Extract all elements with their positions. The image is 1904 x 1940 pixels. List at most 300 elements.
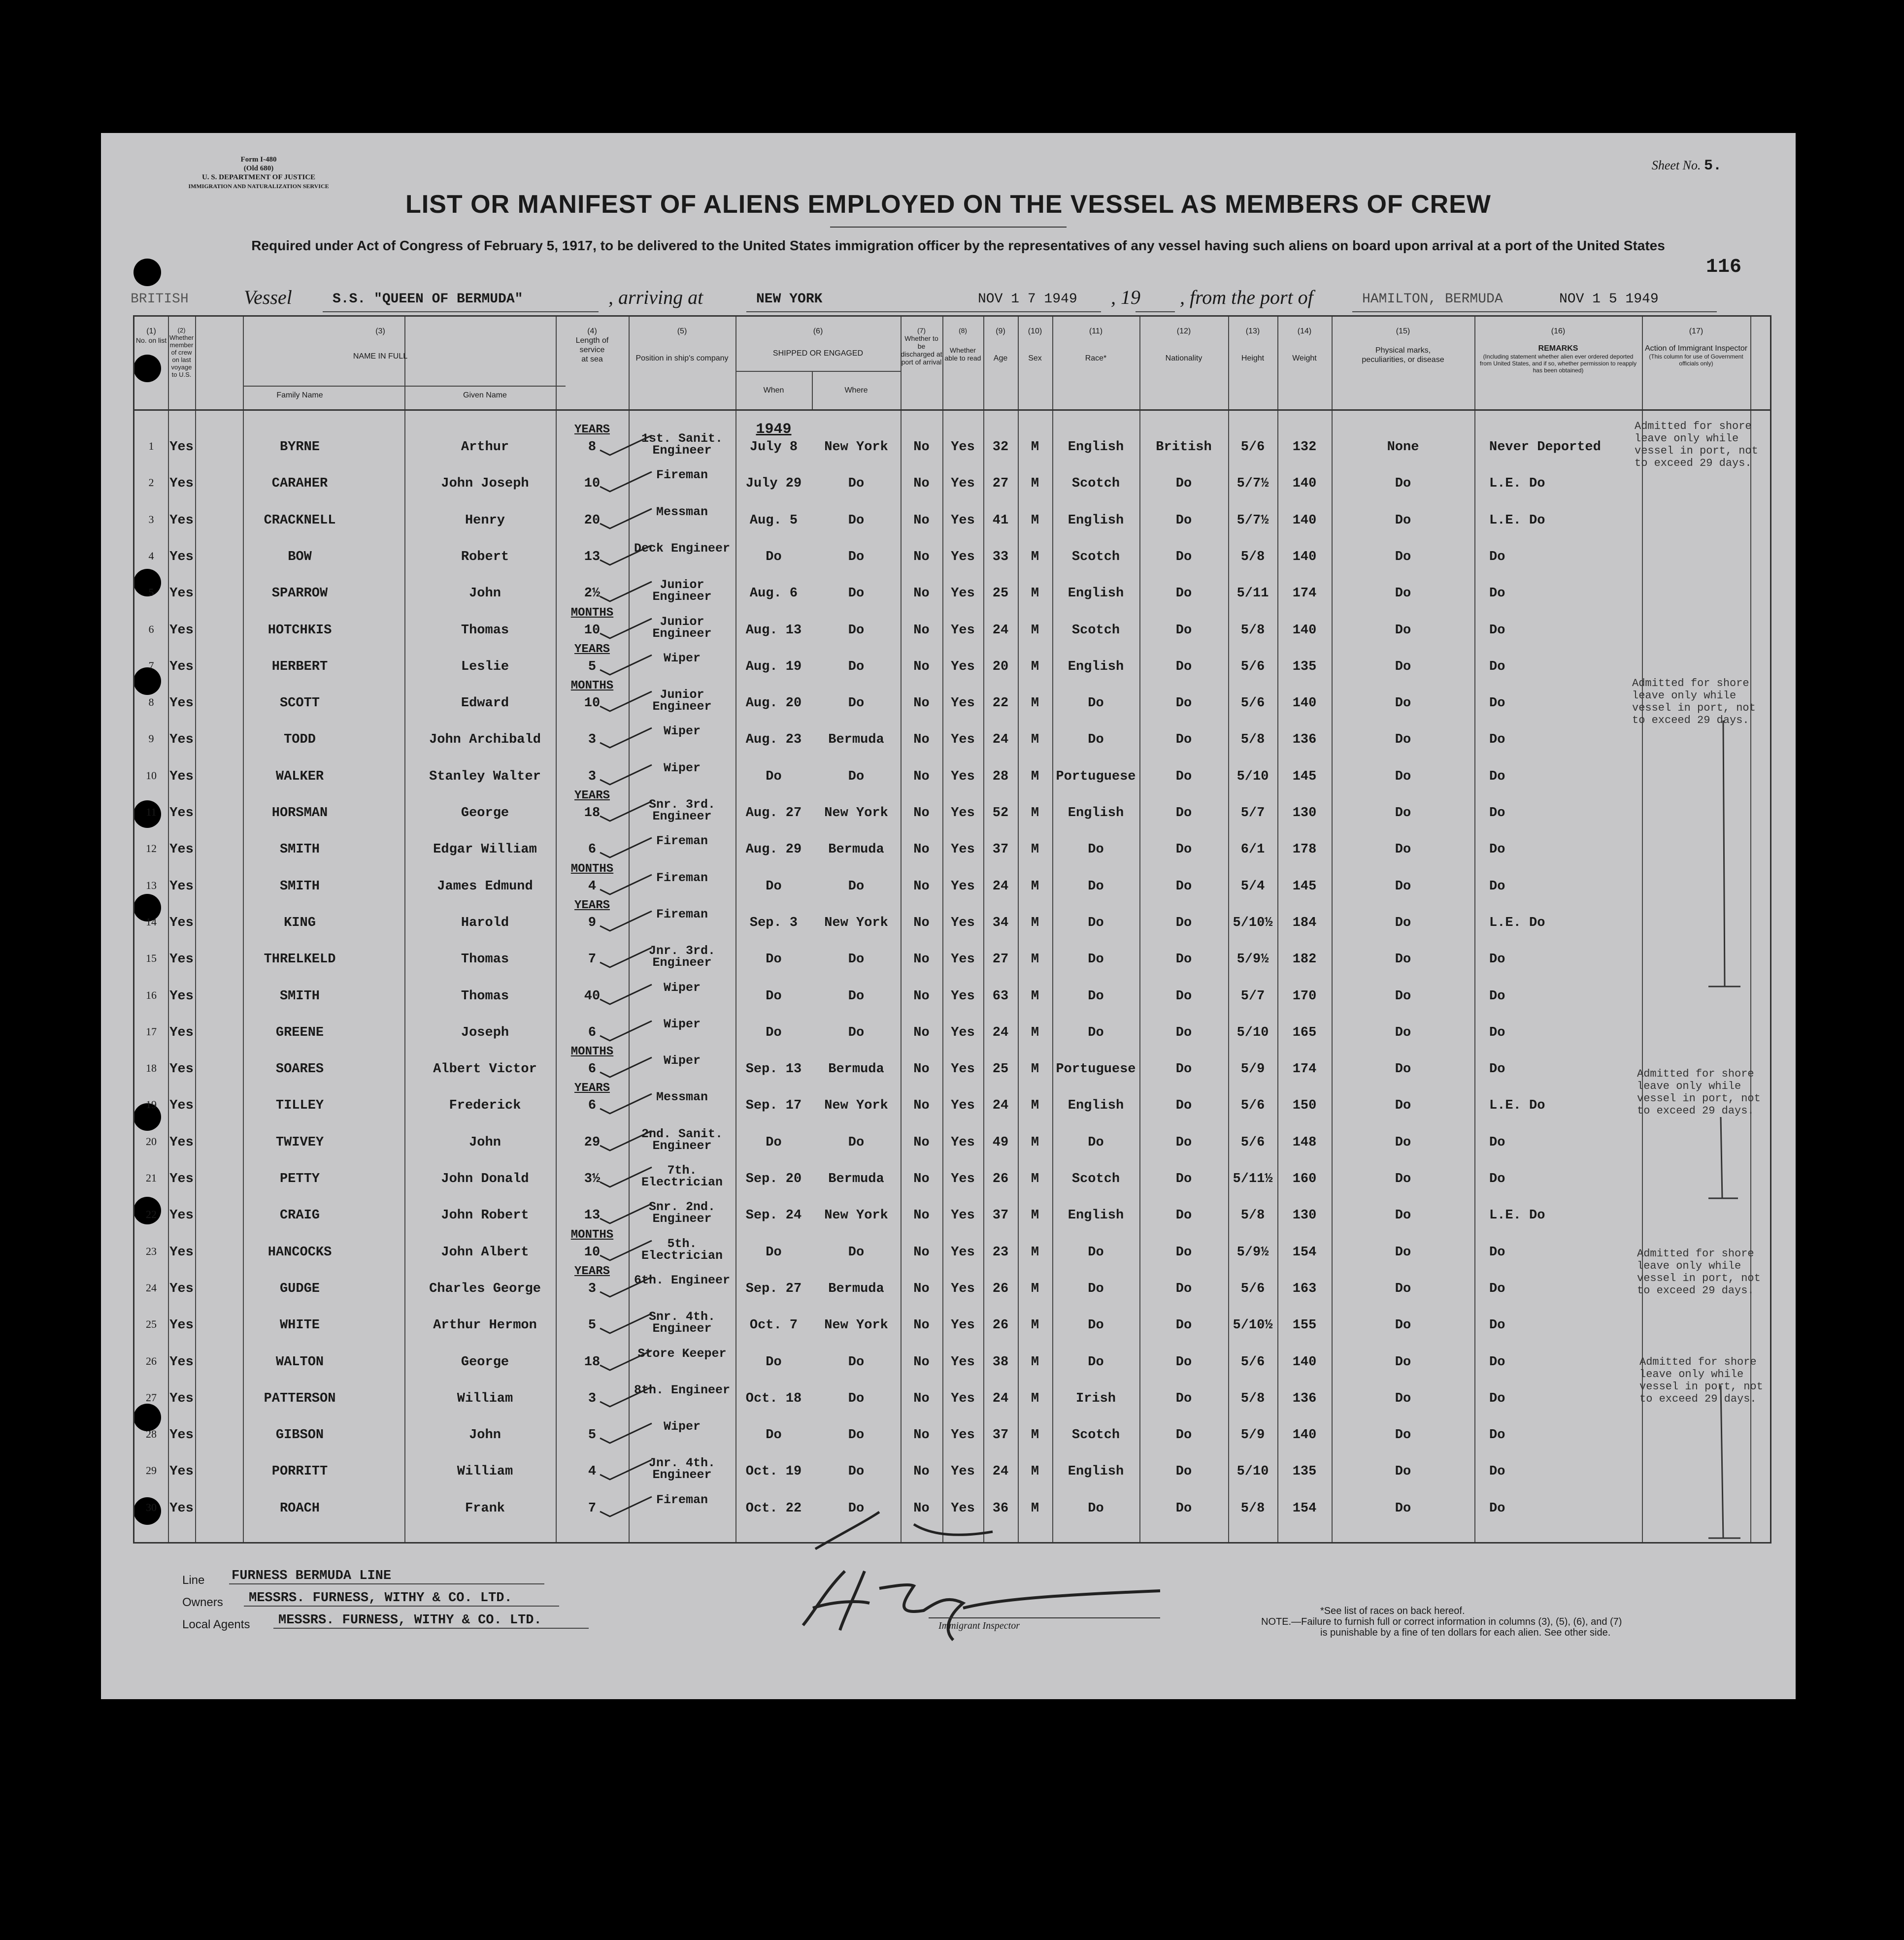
physical-marks: Do (1395, 623, 1411, 638)
engaged-when: Aug. 5 (749, 513, 798, 528)
family-name: HERBERT (271, 659, 328, 674)
height: 5/9 (1240, 1428, 1265, 1443)
given-name: George (461, 806, 509, 821)
row-number: 21 (146, 1172, 157, 1184)
race: English (1068, 513, 1124, 528)
inspector-note: Admitted for shore leave only while vessel in port, not to exceed 29 days. (1635, 420, 1758, 469)
weight: 140 (1292, 1428, 1317, 1443)
col-header-8: (8) Whether able to read (944, 327, 981, 362)
weight: 132 (1292, 440, 1317, 455)
underline (323, 311, 599, 312)
family-name: SOARES (275, 1062, 324, 1077)
footnote-races: *See list of races on back hereof. (1320, 1606, 1465, 1616)
position: Wiper (663, 1053, 701, 1068)
last-voyage: Yes (169, 696, 194, 711)
nationality: Do (1175, 1464, 1192, 1480)
footnote-penalty: NOTE.—Failure to furnish full or correct information in columns (3), (5), (6), and (7) (1261, 1616, 1622, 1627)
weight: 174 (1292, 1062, 1317, 1077)
last-voyage: Yes (169, 1025, 194, 1040)
age: 34 (992, 915, 1009, 930)
race: English (1068, 1464, 1124, 1480)
last-voyage: Yes (169, 988, 194, 1004)
remarks: Do (1489, 1025, 1505, 1040)
service-length: 3 (588, 769, 597, 784)
race: Portuguese (1056, 1062, 1136, 1077)
engaged-where: Do (848, 513, 865, 528)
service-length: 9 (588, 915, 597, 930)
given-name: Thomas (461, 988, 509, 1004)
check-icon (598, 1311, 657, 1336)
race: Do (1088, 1354, 1104, 1370)
position: Snr. 2nd. Engineer (648, 1200, 716, 1226)
sex: M (1031, 1354, 1039, 1370)
weight: 160 (1292, 1172, 1317, 1186)
height: 5/11 (1236, 586, 1269, 601)
sheet-label: Sheet No. (1651, 158, 1701, 172)
given-name: Arthur Hermon (433, 1318, 537, 1333)
last-voyage: Yes (169, 1501, 194, 1516)
remarks: Do (1489, 1464, 1505, 1480)
underline (1352, 311, 1717, 312)
position: Wiper (663, 1017, 701, 1031)
discharged: No (913, 1428, 930, 1443)
age: 26 (992, 1172, 1009, 1186)
service-length: 18 (584, 1354, 601, 1370)
underline (273, 1628, 589, 1629)
able-to-read: Yes (951, 1354, 975, 1370)
check-icon (598, 725, 657, 750)
family-name: WHITE (279, 1318, 320, 1333)
given-name: John (469, 586, 501, 601)
weight: 135 (1292, 1464, 1317, 1480)
sex: M (1031, 586, 1039, 601)
able-to-read: Yes (951, 1501, 975, 1516)
weight: 145 (1292, 769, 1317, 784)
last-voyage: Yes (169, 1098, 194, 1114)
last-voyage: Yes (169, 659, 194, 674)
discharged: No (913, 1135, 930, 1150)
row-number: 25 (146, 1318, 157, 1331)
discharged: No (913, 513, 930, 528)
manifest-page (101, 133, 1796, 1699)
engaged-where: Do (848, 659, 865, 674)
weight: 174 (1292, 586, 1317, 601)
engaged-when: Sep. 27 (745, 1281, 802, 1296)
able-to-read: Yes (951, 806, 975, 821)
discharged: No (913, 1464, 930, 1480)
nationality: Do (1175, 1354, 1192, 1370)
discharged: No (913, 732, 930, 748)
weight: 145 (1292, 879, 1317, 894)
weight: 154 (1292, 1245, 1317, 1260)
position: 6th. Engineer (634, 1273, 731, 1287)
service-unit: YEARS (574, 898, 610, 912)
owners-value: MESSRS. FURNESS, WITHY & CO. LTD. (249, 1591, 512, 1606)
position: 8th. Engineer (634, 1382, 731, 1397)
nationality: Do (1175, 1281, 1192, 1296)
vessel-flag: BRITISH (131, 292, 189, 307)
able-to-read: Yes (951, 1025, 975, 1040)
nationality: Do (1175, 1135, 1192, 1150)
able-to-read: Yes (951, 1208, 975, 1223)
last-voyage: Yes (169, 806, 194, 821)
last-voyage: Yes (169, 1281, 194, 1296)
position: Wiper (663, 1419, 701, 1434)
engaged-where: Do (848, 1464, 865, 1480)
position: Fireman (656, 870, 708, 885)
family-name: THRELKELD (264, 952, 336, 967)
page-title: LIST OR MANIFEST OF ALIENS EMPLOYED ON THE VESSEL AS MEMBERS OF CREW (405, 190, 1491, 219)
nationality: Do (1175, 1208, 1192, 1223)
engaged-where: Bermuda (828, 1281, 884, 1296)
line-label: Line (182, 1574, 205, 1587)
row-number: 2 (148, 476, 154, 489)
physical-marks: None (1387, 440, 1419, 455)
race: Do (1088, 952, 1104, 967)
check-icon (598, 1165, 657, 1189)
race: Do (1088, 988, 1104, 1004)
discharged: No (913, 440, 930, 455)
family-name: PETTY (279, 1172, 320, 1186)
able-to-read: Yes (951, 1245, 975, 1260)
last-voyage: Yes (169, 952, 194, 967)
from-port: HAMILTON, BERMUDA (1362, 292, 1503, 307)
row-number: 5 (148, 586, 154, 599)
physical-marks: Do (1395, 1098, 1411, 1114)
service-length: 3 (588, 732, 597, 748)
physical-marks: Do (1395, 1172, 1411, 1186)
binder-hole (134, 259, 161, 286)
able-to-read: Yes (951, 1172, 975, 1186)
engaged-when: Sep. 3 (749, 915, 798, 930)
weight: 130 (1292, 806, 1317, 821)
race: English (1068, 586, 1124, 601)
underline (229, 1583, 544, 1584)
engaged-when: Aug. 19 (745, 659, 802, 674)
age: 36 (992, 1501, 1009, 1516)
remarks: Do (1489, 1062, 1505, 1077)
vessel-name: S.S. "QUEEN OF BERMUDA" (333, 292, 523, 307)
nationality: Do (1175, 586, 1192, 601)
given-name: Joseph (461, 1025, 509, 1040)
service-length: 13 (584, 549, 601, 564)
engaged-when: Do (766, 952, 782, 967)
family-name: KING (284, 915, 316, 930)
service-length: 20 (584, 513, 601, 528)
row-number: 6 (148, 623, 154, 635)
given-name: John Joseph (441, 476, 529, 492)
discharged: No (913, 1281, 930, 1296)
age: 37 (992, 842, 1009, 857)
physical-marks: Do (1395, 659, 1411, 674)
given-name: Thomas (461, 623, 509, 638)
vessel-label: Vessel (244, 286, 292, 308)
discharged: No (913, 1025, 930, 1040)
able-to-read: Yes (951, 769, 975, 784)
check-icon (598, 543, 657, 567)
position: Junior Engineer (652, 614, 712, 641)
remarks: Do (1489, 1172, 1505, 1186)
last-voyage: Yes (169, 1135, 194, 1150)
engaged-when: Do (766, 1354, 782, 1370)
race: Do (1088, 696, 1104, 711)
inspector-note: Admitted for shore leave only while vessel in port, not to exceed 29 days. (1639, 1356, 1763, 1405)
sex: M (1031, 1172, 1039, 1186)
physical-marks: Do (1395, 1391, 1411, 1406)
physical-marks: Do (1395, 1208, 1411, 1223)
service-length: 5 (588, 1318, 597, 1333)
family-name: TWIVEY (275, 1135, 324, 1150)
position: 2nd. Sanit. Engineer (641, 1126, 723, 1153)
nationality: Do (1175, 1025, 1192, 1040)
race: Irish (1075, 1391, 1116, 1406)
race: English (1068, 440, 1124, 455)
race: Do (1088, 915, 1104, 930)
physical-marks: Do (1395, 952, 1411, 967)
engaged-when: Oct. 18 (745, 1391, 802, 1406)
last-voyage: Yes (169, 549, 194, 564)
discharged: No (913, 476, 930, 492)
check-icon (598, 982, 657, 1007)
given-name: Frederick (449, 1098, 521, 1114)
able-to-read: Yes (951, 1464, 975, 1480)
engaged-when: Sep. 24 (745, 1208, 802, 1223)
col-header-3: (3) NAME IN FULL (353, 327, 408, 361)
underline (244, 1606, 559, 1607)
discharged: No (913, 952, 930, 967)
row-number: 15 (146, 952, 157, 965)
engaged-where: Do (848, 988, 865, 1004)
remarks: L.E. Do (1489, 1098, 1545, 1114)
able-to-read: Yes (951, 732, 975, 748)
engaged-when: Aug. 20 (745, 696, 802, 711)
inspector-label: Immigrant Inspector (938, 1620, 1020, 1631)
given-name: William (457, 1464, 513, 1480)
age: 24 (992, 1464, 1009, 1480)
discharged: No (913, 1354, 930, 1370)
height: 5/7 (1240, 806, 1265, 821)
remarks: Do (1489, 732, 1505, 748)
check-icon (598, 1348, 657, 1373)
height: 5/6 (1240, 1098, 1265, 1114)
given-name: James Edmund (437, 879, 533, 894)
year-marker: 1949 (756, 421, 792, 438)
height: 5/10 (1236, 769, 1269, 784)
position: Wiper (663, 980, 701, 995)
position: Wiper (663, 651, 701, 665)
check-icon (598, 945, 657, 970)
height: 5/8 (1240, 1208, 1265, 1223)
given-name: John (469, 1428, 501, 1443)
able-to-read: Yes (951, 879, 975, 894)
from-label: , from the port of (1180, 286, 1313, 308)
col-header-2: (2) Whether member of crew on last voyage to U.S. (169, 327, 194, 378)
sex: M (1031, 549, 1039, 564)
engaged-where: New York (824, 440, 888, 455)
weight: 184 (1292, 915, 1317, 930)
engaged-where: Bermuda (828, 732, 884, 748)
row-number: 24 (146, 1281, 157, 1294)
age: 26 (992, 1318, 1009, 1333)
remarks: Do (1489, 696, 1505, 711)
family-name: HORSMAN (271, 806, 328, 821)
weight: 182 (1292, 952, 1317, 967)
sex: M (1031, 1135, 1039, 1150)
row-number: 19 (146, 1098, 157, 1111)
age: 20 (992, 659, 1009, 674)
able-to-read: Yes (951, 1318, 975, 1333)
engaged-when: Aug. 6 (749, 586, 798, 601)
last-voyage: Yes (169, 513, 194, 528)
nationality: Do (1175, 476, 1192, 492)
weight: 178 (1292, 842, 1317, 857)
height: 5/8 (1240, 1501, 1265, 1516)
last-voyage: Yes (169, 1354, 194, 1370)
family-name: PATTERSON (264, 1391, 336, 1406)
family-name: ROACH (279, 1501, 320, 1516)
engaged-where: Do (848, 1391, 865, 1406)
inspector-note: Admitted for shore leave only while vessel in port, not to exceed 29 days. (1632, 677, 1756, 726)
weight: 140 (1292, 549, 1317, 564)
sex: M (1031, 1501, 1039, 1516)
family-name: TODD (284, 732, 316, 748)
check-icon (598, 1275, 657, 1299)
position: Jnr. 3rd. Engineer (648, 944, 716, 970)
sex: M (1031, 732, 1039, 748)
engaged-when: Do (766, 1245, 782, 1260)
discharged: No (913, 1208, 930, 1223)
remarks: Do (1489, 842, 1505, 857)
row-number: 3 (148, 513, 154, 526)
engaged-where: Do (848, 1245, 865, 1260)
family-name: SCOTT (279, 696, 320, 711)
nationality: Do (1175, 1428, 1192, 1443)
service-length: 5 (588, 1428, 597, 1443)
discharged: No (913, 879, 930, 894)
family-name: WALKER (275, 769, 324, 784)
remarks: Do (1489, 1318, 1505, 1333)
engaged-where: Do (848, 696, 865, 711)
nationality: Do (1175, 659, 1192, 674)
sex: M (1031, 806, 1039, 821)
row-number: 12 (146, 842, 157, 855)
able-to-read: Yes (951, 1391, 975, 1406)
given-name: George (461, 1354, 509, 1370)
physical-marks: Do (1395, 915, 1411, 930)
height: 5/8 (1240, 1391, 1265, 1406)
race: Do (1088, 1501, 1104, 1516)
weight: 148 (1292, 1135, 1317, 1150)
position: Snr. 3rd. Engineer (648, 797, 716, 823)
sheet-value: 5. (1704, 158, 1722, 174)
last-voyage: Yes (169, 440, 194, 455)
service-length: 3 (588, 1391, 597, 1406)
engaged-when: Sep. 20 (745, 1172, 802, 1186)
sex: M (1031, 1464, 1039, 1480)
row-number: 27 (146, 1391, 157, 1404)
able-to-read: Yes (951, 659, 975, 674)
position: Junior Engineer (652, 688, 712, 714)
nationality: Do (1175, 732, 1192, 748)
family-name: GIBSON (275, 1428, 324, 1443)
remarks: Do (1489, 1354, 1505, 1370)
engaged-where: Bermuda (828, 842, 884, 857)
last-voyage: Yes (169, 1208, 194, 1223)
position: Fireman (656, 907, 708, 921)
position: 7th. Electrician (641, 1163, 723, 1189)
engaged-when: Oct. 7 (749, 1318, 798, 1333)
last-voyage: Yes (169, 1245, 194, 1260)
height: 5/7½ (1236, 513, 1269, 528)
service-length: 10 (584, 696, 601, 711)
service-length: 10 (584, 476, 601, 492)
sex: M (1031, 879, 1039, 894)
given-name: Stanley Walter (429, 769, 541, 784)
nationality: Do (1175, 842, 1192, 857)
line-value: FURNESS BERMUDA LINE (232, 1569, 392, 1583)
engaged-when: Do (766, 988, 782, 1004)
position: Wiper (663, 760, 701, 775)
engaged-when: Aug. 27 (745, 806, 802, 821)
race: Scotch (1071, 623, 1120, 638)
weight: 154 (1292, 1501, 1317, 1516)
check-icon (598, 1019, 657, 1043)
check-icon (598, 1238, 657, 1263)
col-header-12: (12) Nationality (1165, 327, 1203, 362)
col-header-4: (4) Length of service at sea (575, 327, 609, 363)
physical-marks: Do (1395, 549, 1411, 564)
agents-label: Local Agents (182, 1618, 250, 1631)
sex: M (1031, 1098, 1039, 1114)
age: 24 (992, 1025, 1009, 1040)
last-voyage: Yes (169, 1428, 194, 1443)
height: 5/7 (1240, 988, 1265, 1004)
discharged: No (913, 696, 930, 711)
service-length: 2½ (584, 586, 601, 601)
check-icon (598, 433, 657, 458)
physical-marks: Do (1395, 696, 1411, 711)
remarks: Do (1489, 586, 1505, 601)
position: Wiper (663, 724, 701, 739)
sex: M (1031, 513, 1039, 528)
check-icon (598, 909, 657, 933)
height: 5/7½ (1236, 476, 1269, 492)
able-to-read: Yes (951, 842, 975, 857)
row-number: 29 (146, 1464, 157, 1477)
weight: 136 (1292, 1391, 1317, 1406)
height: 5/11½ (1233, 1172, 1273, 1186)
position: Snr. 4th. Engineer (648, 1310, 716, 1336)
race: English (1068, 1098, 1124, 1114)
race: English (1068, 659, 1124, 674)
discharged: No (913, 1172, 930, 1186)
col-header-family: Family Name (276, 391, 323, 399)
family-name: GREENE (275, 1025, 324, 1040)
able-to-read: Yes (951, 952, 975, 967)
engaged-when: Oct. 22 (745, 1501, 802, 1516)
check-icon (598, 1421, 657, 1446)
physical-marks: Do (1395, 842, 1411, 857)
physical-marks: Do (1395, 1135, 1411, 1150)
nationality: Do (1175, 915, 1192, 930)
discharged: No (913, 769, 930, 784)
remarks: Do (1489, 1501, 1505, 1516)
service-length: 6 (588, 1062, 597, 1077)
check-icon (598, 506, 657, 531)
discharged: No (913, 1501, 930, 1516)
engaged-where: New York (824, 915, 888, 930)
nationality: Do (1175, 1098, 1192, 1114)
